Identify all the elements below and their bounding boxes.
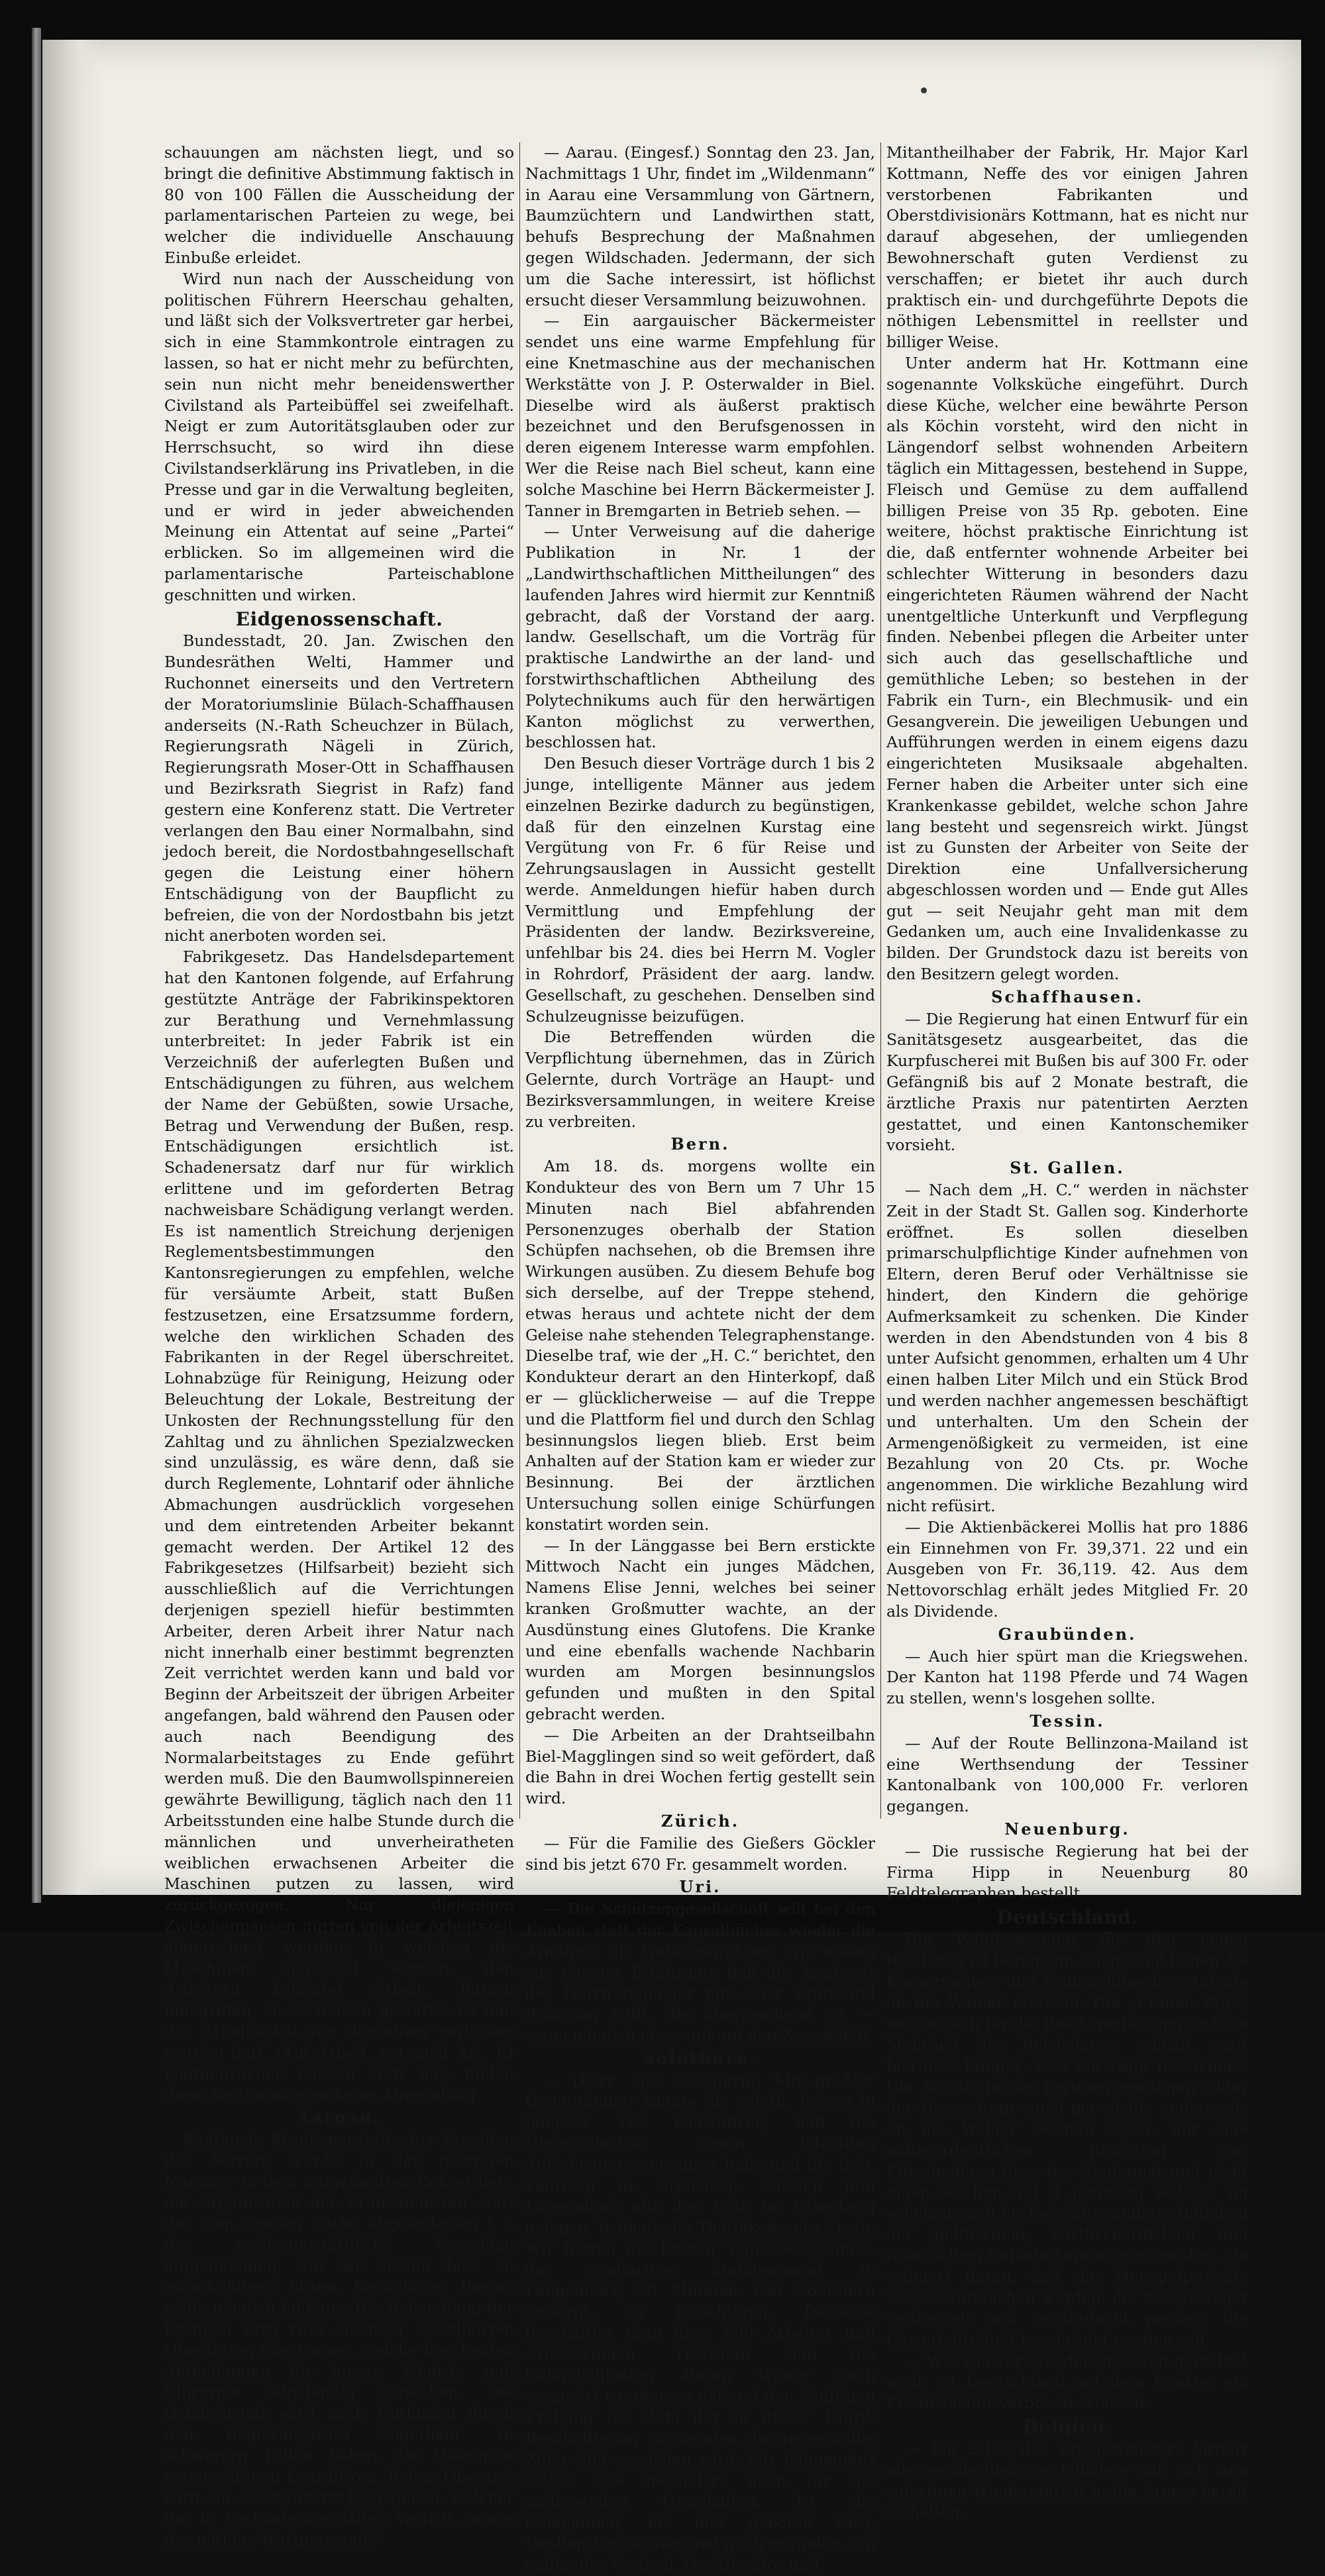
section-heading-solothurn: Solothurn. [643, 2048, 758, 2068]
paragraph: Die Betreffenden würden die Verpflichtung übernehmen, das in Zürich Gelernte, durch Vorträge an Haupt- und Bezirksversammlungen, in weitere Kreise zu verbreiten. [525, 1028, 875, 1131]
paragraph: Kantonale Krankenanstalt. Aus Versehen des Setzers wurde in der gestrigen Nummer in dem mitgetheilten Dekret betr. die Organisation der Krankenanstalt statt des vom Großen Rathe abgeänderten § 5 der regierungsräthliche Vorschlag aufgenommen, was wir hiemit höfl. zu entschuldigen bitten. Bezüglicher Passus sollte nämlich heißen: „Die Behandlung der Kranken wird zwei einander koordinirten Oberärzten übertragen, welche den beiden Abtheilungen für innere Medizin und Chirurgie selbständig vorstehen. Die Gebäranstalt wird nach Gutfinden durch den Regierungsrath zugetheilt. In schwerern Fällen haben die Oberärzte gegenseitig zu konsultiren. Jedem Oberarzt wird ein Assistenzarzt beigegeben, welcher ihn in Verhinderungsfällen vertritt, sowie das nöthige Wartpersonal.“ [164, 2129, 514, 2549]
section-heading-tessin: Tessin. [1030, 1711, 1105, 1731]
paragraph: — Auch hier spürt man die Kriegswehen. Der Kanton hat 1198 Pferde und 74 Wagen zu stellen, wenn's losgehen sollte. [886, 1646, 1248, 1708]
section-heading-eidgenossenschaft: Eidgenossenschaft. [235, 608, 443, 630]
ink-spot [921, 87, 927, 93]
paragraph: schauungen am nächsten liegt, und so bringt die definitive Abstimmung faktisch in 80 von 100 Fällen die Ausscheidung der parlamentarischen Parteien zu wege, bei welcher die individuelle Anschauung Einbuße erleidet. [164, 143, 514, 267]
section-heading-neuenburg: Neuenburg. [1004, 1819, 1130, 1839]
paragraph: Bundesstadt, 20. Jan. Zwischen den Bundesräthen Welti, Hammer und Ruchonnet einerseits und den Vertretern der Moratoriumslinie Bülach-Schaffhausen anderseits (N.-Rath Scheuchzer in Bülach, Regierungsrath Nägeli in Zürich, Regierungsrath Moser-Ott in Schaffhausen und Bezirksrath Siegrist in Rafz) fand gestern eine Konferenz statt. Die Vertreter verlangen den Bau einer Normalbahn, sind jedoch bereit, die Nordostbahngesellschaft gegen die Leistung einer höhern Entschädigung von der Baupflicht zu befreien, die von der Nordostbahn bis jetzt nicht anerboten worden sei. [164, 631, 514, 945]
column-rule-1 [519, 142, 520, 1819]
paragraph: — Ein aargauischer Bäckermeister sendet uns eine warme Empfehlung für eine Knetmaschine aus der mechanischen Werkstätte von J. P. Osterwalder in Biel. Dieselbe wird als äußerst praktisch bezeichnet und den Berufsgenossen in deren eigenem Interesse warm empfohlen. Wer die Reise nach Biel scheut, kann eine solche Maschine bei Herrn Bäckermeister J. Tanner in Bremgarten in Betrieb sehen. — [525, 311, 875, 520]
paragraph: Mitantheilhaber der Fabrik, Hr. Major Karl Kottmann, Neffe des vor einigen Jahren verstorbenen Fabrikanten und Oberstdivisionärs Kottmann, hat es nicht nur darauf abgesehen, der umliegenden Bewohnerschaft guten Verdienst zu verschaffen; er bietet ihr auch durch praktisch ein- und durchgeführte Depots die nöthigen Lebensmittel in reellster und billiger Weise. [886, 143, 1248, 352]
paragraph: Wird nun nach der Ausscheidung von politischen Führern Heerschau gehalten, und läßt sich der Volksvertreter gar herbei, sich in eine Stammkontrole eintragen zu lassen, so hat er nicht mehr zu befürchten, sein nun nicht mehr beneidenswerther Civilstand als Parteibüffel sei zweifelhaft. Neigt er zum Autoritätsglauben oder zur Herrschsucht, so wird ihn diese Civilstandserklärung ins Privatleben, in die Presse und gar in die Verwaltung begleiten, und er wird in jeder abweichenden Meinung ein Attentat auf seine „Partei“ erblicken. So im allgemeinen wird die parlamentarische Parteischablone geschnitten und wirken. [164, 269, 514, 604]
page-edge [32, 28, 41, 1903]
binding-shadow [42, 40, 102, 1895]
section-heading-zuerich: Zürich. [661, 1811, 740, 1831]
paragraph: — Die Schützengesellschaft will bei den Knaben statt der Kapselbüchse wieder die Armbrust als Waffe einführen. Wir wissen aus eigener Erfahrung, daß die Armbrust des Herrn Bollinger mit einer Kraft und Präzision trifft, die überraschend ist — wenn nämlich einer gut auf den Zweck hält. [525, 1900, 875, 2045]
paragraph: — Auf der Route Bellinzona-Mailand ist eine Werthsendung der Tessiner Kantonalbank von 100,000 Fr. verloren gegangen. [886, 1733, 1248, 1816]
paragraph: — Wie von verschiedenen Seiten gemeldet wird, ist Deutschland auf dem Punkte, ein Pferdeausfuhrverbot zu erlassen. [886, 2351, 1248, 2412]
section-heading-bern: Bern. [670, 1134, 730, 1154]
section-heading-belgien: Belgien. [1022, 2416, 1112, 2438]
paragraph: Fabrikgesetz. Das Handelsdepartement hat den Kantonen folgende, auf Erfahrung gestützte Anträge der Fabrikinspektoren zur Berathung und Vernehmlassung unterbreitet: In jeder Fabrik ist ein Verzeichniß der auferlegten Bußen und Entschädigungen zu führen, aus welchem der Name der Gebüßten, sowie Ursache, Betrag und Verwendung der Bußen, resp. Entschädigungen ersichtlich ist. Schadenersatz darf nur für wirklich erlittene und im geforderten Betrag nachweisbare Schädigung verlangt werden. Es ist namentlich Streichung derjenigen Reglementsbestimmungen den Kantonsregierungen zu empfehlen, welche für versäumte Arbeit, statt Bußen festzusetzen, eine Ersatzsumme fordern, welche den wirklichen Schaden des Fabrikanten in der Regel überschreitet. Lohnabzüge für Reinigung, Heizung oder Beleuchtung der Lokale, Bestreitung der Unkosten der Rechnungsstellung für den Zahltag und zu ähnlichen Spezialzwecken sind unzulässig, es wäre denn, daß sie durch Reglemente, Lohntarif oder ähnliche Abmachungen ausdrücklich vorgesehen und dem eintretenden Arbeiter bekannt gemacht werden. Der Artikel 12 des Fabrikgesetzes (Hilfsarbeit) bezieht sich ausschließlich auf die Verrichtungen derjenigen speziell hiefür bestimmten Arbeiter, deren Arbeit ihrer Natur nach nicht innerhalb einer bestimmt begrenzten Zeit verrichtet werden kann und bald vor Beginn der Arbeitszeit der übrigen Arbeiter angefangen, bald während den Pausen oder auch nach Beendigung des Normalarbeitstages zu Ende geführt werden muß. Die den Baumwollspinnereien gewährte Bewilligung, täglich nach den 11 Arbeitsstunden eine halbe Stunde durch die männlichen und unverheiratheten weiblichen erwachsenen Arbeiter die Maschinen putzen zu lassen, wird zurückgezogen. Nur diejenigen Zwischenpausen dürfen von der Arbeitszeit abgerechnet werden, in welchen die Maschinen abgestellt werden, den Arbeitern keinerlei Arbeit, Putzen inbegriffen, zu verrichten gestattet ist und das Arbeitslokal von denselben verlassen werden darf. (Auf Arbeit, wo nach Art. 13 kontinuirlicher Betrieb statt hat, finden diese Bestimmungen keine Anwendung. [164, 947, 514, 2104]
paragraph: Unter anderm hat Hr. Kottmann eine sogenannte Volksküche eingeführt. Durch diese Küche, welcher eine bewährte Person als Köchin vorsteht, wird den nicht in Längendorf selbst wohnenden Arbeitern täglich ein Mittagessen, bestehend in Suppe, Fleisch und Gemüse zu dem auffallend billigen Preise von 35 Rp. geboten. Eine weitere, höchst praktische Einrichtung ist die, daß entfernter wohnende Arbeiter bei schlechter Witterung in besonders dazu eingerichteten Räumen während der Nacht unentgeltliche Unterkunft und Verpflegung finden. Nebenbei pflegen die Arbeiter unter sich auch das gesellschaftliche und gemüthliche Leben; so bestehen in der Fabrik ein Turn-, ein Blechmusik- und ein Gesangverein. Die jeweiligen Uebungen und Aufführungen werden in einem eigens dazu eingerichteten Musiksaale abgehalten. Ferner haben die Arbeiter unter sich eine Krankenkasse gebildet, welche schon Jahre lang besteht und segensreich wirkt. Jüngst ist zu Gunsten der Arbeiter von Seite der Direktion eine Unfallversicherung abgeschlossen worden und — Ende gut Alles gut — seit Neujahr geht man mit dem Gedanken um, auch eine Invalidenkasse zu bilden. Der Grundstock dazu ist bereits von den Besitzern gelegt worden. [886, 353, 1248, 984]
paragraph: — Ein Erlaß des Kriegsministers fordert alle verabschiedeten Offiziere auf, sich zum sofortigen Wiedereintritt in die Armee bereit zu halten. [886, 2440, 1248, 2522]
paragraph: — Für die Familie des Gießers Göckler sind bis jetzt 670 Fr. gesammelt worden. [525, 1833, 875, 1874]
section-heading-aargau: Aargau. [297, 2108, 381, 2127]
paragraph: Die Wahlbewegung für den neuen Reichstag ist bereits im Gange und haben die Konservativen und Nationalliberalen Aufrufe an die Wähler erlassen. Die „Frankf. Ztg.“, welche sich für die Reichsverfassung und die Mehrheit des Reichstages schlägt, sagt hierüber Einiges, was die Lage bezeichnet: Die Aufrufe beider Parteien erwähnen außer der Heeresfrage auch gar nichts anders, als ob die Wähler berufen seien, nur eine außerordentlichen Reichstag zur Entscheidung über das Septennat und nicht einen solchen auf 3 Jahre zu wählen, an welchen auch hochwichtige andere Aufgaben auf politischem, wirthschaftlichem und finanziellem Gebiete herantreten werden. Sie erinnert daran, daß die Monopolprojekte wieder auftauchen werden, die Börsensteuer verdoppelt und verdreifacht werden, die Gewerbefreiheit beschränkt werden soll. [886, 1929, 1248, 2349]
paragraph: — Die Regierung hat einen Entwurf für ein Sanitätsgesetz ausgearbeitet, das die Kurpfuscherei mit Bußen bis auf 300 Fr. oder Gefängniß bis auf 2 Monate bestraft, die ärztliche Praxis nur patentirten Aerzten gestattet, und einen Kantonschemiker vorsieht. [886, 1009, 1248, 1155]
paragraph: — (Korr. aus Solothurn.) Mit größter Genugthuung konnte die soloth. Presse in jüngster Zeit konstatiren, daß die Uhrenindustrie einen lebhaften Aufschwung genommen habe und die betr. Fabriken in Grenchen, Selzach und Längendorf, alle drei Orte im Leberberg gelegen, bedeutende Thätigkeit entwickeln. Wir hatten die letzten Tage Gelegenheit, das großartige Etablissement in Längendorf, 20 Minuten von Solothurn entfernt, zu besichtigen. Dasselbe beschäftigt dato über 600 Arbeiter und Arbeiterinnen. Trotzdem sind die Gebäulichkeiten diesen Winter noch vermehrt worden, so daß auf den künftigen Frühling die Zahl der in dieser Fabrik Beschäftigung Suchenden die respektable Ziffer 900 erreichen wird. Für Längendorf selbst, wie besonders auch für die umliegenden Ortschaften, ist die Gelegenheit, die hier geboten wird, Verdienst zu suchen und auch zu finden, ein eminenter Vortheil. Der Direktor und [525, 2070, 875, 2574]
column-1 [164, 142, 514, 2549]
column-3 [886, 142, 1248, 2522]
section-heading-st-gallen: St. Gallen. [1010, 1158, 1125, 1178]
paragraph: — Die Arbeiten an der Drahtseilbahn Biel-Magglingen sind so weit gefördert, daß die Bahn in drei Wochen fertig gestellt sein wird. [525, 1725, 875, 1808]
section-heading-schaffhausen: Schaffhausen. [991, 987, 1143, 1006]
column-rule-2 [880, 142, 881, 1819]
paragraph: Den Besuch dieser Vorträge durch 1 bis 2 junge, intelligente Männer aus jedem einzelnen Bezirke dadurch zu begünstigen, daß für den einzelnen Kurstag eine Vergütung von Fr. 6 für Reise und Zehrungsauslagen in Aussicht gestellt werde. Anmeldungen hiefür haben durch Vermittlung und Empfehlung der Präsidenten der landw. Bezirksvereine, unfehlbar bis 24. dies bei Herrn M. Vogler in Rohrdorf, Präsident der aarg. landw. Gesellschaft, zu geschehen. Denselben sind Schulzeugnisse beizufügen. [525, 754, 875, 1026]
paragraph: — Unter Verweisung auf die daherige Publikation in Nr. 1 der „Landwirthschaftlichen Mittheilungen“ des laufenden Jahres wird hiermit zur Kenntniß gebracht, daß der Vorstand der aarg. landw. Gesellschaft, um die Vorträg für praktische Landwirthe an der land- und forstwirthschaftlichen Abtheilung des Polytechnikums auch für den herwärtigen Kanton möglichst zu verwerthen, beschlossen hat. [525, 522, 875, 752]
section-heading-graubuenden: Graubünden. [998, 1624, 1137, 1644]
paragraph: — Die Aktienbäckerei Mollis hat pro 1886 ein Einnehmen von Fr. 39,371. 22 und ein Ausgeben von Fr. 36,119. 42. Aus dem Nettovorschlag erhält jedes Mitglied Fr. 20 als Dividende. [886, 1517, 1248, 1621]
paragraph: — Nach dem „H. C.“ werden in nächster Zeit in der Stadt St. Gallen sog. Kinderhorte eröffnet. Es sollen dieselben primarschulpflichtige Kinder aufnehmen von Eltern, deren Beruf oder Verhältnisse sie hindert, den Kindern die gehörige Aufmerksamkeit zu schenken. Die Kinder werden in den Abendstunden von 4 bis 8 unter Aufsicht genommen, erhalten um 4 Uhr einen halben Liter Milch und ein Stück Brod und werden nachher angemessen beschäftigt und unterhalten. Um den Schein der Armengenößigkeit zu vermeiden, ist eine Bezahlung von 20 Cts. pr. Woche angenommen. Die wirkliche Bezahlung wird nicht refüsirt. [886, 1181, 1248, 1515]
section-heading-deutschland: Deutschland. [996, 1906, 1138, 1929]
paragraph: — Die russische Regierung hat bei der Firma Hipp in Neuenburg 80 Feldtelegraphen bestellt. [886, 1841, 1248, 1903]
paragraph: — In der Länggasse bei Bern erstickte Mittwoch Nacht ein junges Mädchen, Namens Elise Jenni, welches bei seiner kranken Großmutter wachte, an der Ausdünstung eines Glutofens. Die Kranke und eine ebenfalls wachende Nachbarin wurden am Morgen besinnungslos gefunden und mußten in den Spital gebracht werden. [525, 1536, 875, 1723]
paragraph: Am 18. ds. morgens wollte ein Konduktеur des von Bern um 7 Uhr 15 Minuten nach Biel abfahrenden Personenzuges oberhalb der Station Schüpfen nachsehen, ob die Bremsen ihre Wirkungen ausüben. Zu diesem Behufe bog sich derselbe, auf der Treppe stehend, etwas heraus und achtete nicht der dem Geleise nahe stehenden Telegraphenstange. Dieselbe traf, wie der „H. C.“ berichtet, den Kondukteur derart an den Hinterkopf, daß er — glücklicherweise — auf die Treppe und die Plattform fiel und durch den Schlag besinnungslos liegen blieb. Erst beim Anhalten auf der Station kam er wieder zur Besinnung. Bei der ärztlichen Untersuchung sollen einige Schürfungen konstatirt worden sein. [525, 1157, 875, 1534]
paragraph: — Aarau. (Eingesf.) Sonntag den 23. Jan, Nachmittags 1 Uhr, findet im „Wildenmann“ in Aarau eine Versammlung von Gärtnern, Baumzüchtern und Landwirthen statt, behufs Besprechung der Maßnahmen gegen Wildschaden. Jedermann, der sich um die Sache interessirt, ist höflichst ersucht dieser Versammlung beizuwohnen. [525, 143, 875, 309]
column-2 [525, 142, 875, 2574]
section-heading-uri: Uri. [679, 1877, 721, 1897]
